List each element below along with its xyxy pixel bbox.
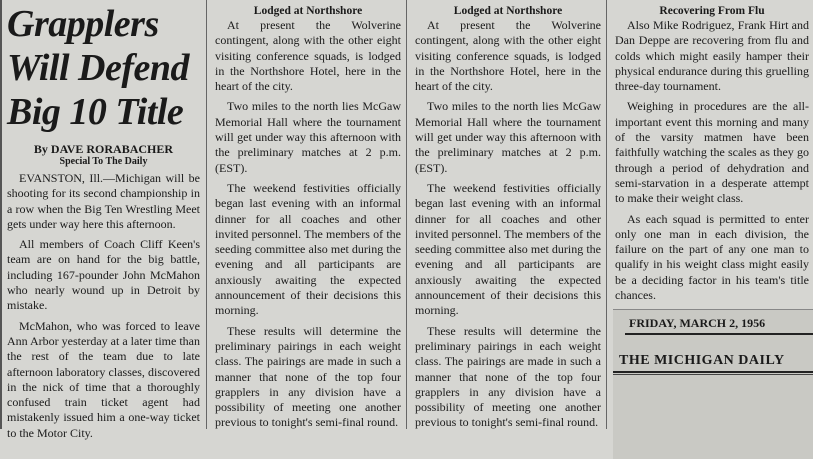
column-1 (0, 0, 206, 440)
paragraph: As each squad is permitted to enter only one man in each division, the failure on the part of any one man to qualify in his weight class might easily be a deciding factor in his team's title chances. (615, 211, 809, 303)
paragraph: Weighing in procedures are the all-important event this morning and many of the varsity matmen have been faithfully watching the scales as they go through a period of dehydration and semi-starvation in a desperate attempt to make their weight class. (615, 99, 809, 206)
issue-date: FRIDAY, MARCH 2, 1956 (629, 316, 766, 331)
headline-line: Grapplers (7, 3, 159, 45)
column-4 (606, 0, 813, 429)
paragraph: These results will determine the preliminary pairings in each weight class. The pairings are made in such a manner that none of the top four grapplers in any division have a possibility of meeting one another previous to tonight's semi-final round. (415, 323, 601, 430)
headline-line: Big 10 Title (7, 91, 184, 133)
paragraph: EVANSTON, Ill.—Michigan will be shooting for its second championship in a row when the Big Ten Wrestling Meet gets under way here this afternoon. (7, 171, 200, 231)
divider (613, 371, 813, 375)
paragraph: Two miles to the north lies McGaw Memorial Hall where the tournament will get under way this afternoon with the preliminary matches at 2 p.m. (EST). (215, 99, 401, 175)
divider (625, 333, 813, 335)
column-3 (406, 0, 606, 429)
subhead: Lodged at Northshore (253, 5, 363, 17)
masthead: THE MICHIGAN DAILY (619, 353, 785, 369)
paragraph: All members of Coach Cliff Keen's team are on hand for the big battle, including 167-pounder John McMahon who nearly wound up in Detroit by mistake. (7, 237, 200, 313)
paragraph: The weekend festivities officially began last evening with an informal dinner for all coaches and other invited personnel. The members of the seeding committee also met during the evening and all participants are anxiously awaiting the expected announcement of their decisions this morning. (215, 180, 401, 318)
paragraph: At present the Wolverine contingent, along with the other eight visiting conference squads, is lodged in the Northshore Hotel, here in the heart of the city. (415, 18, 601, 94)
paragraph: These results will determine the preliminary pairings in each weight class. The pairings are made in such a manner that none of the top four grapplers in any division have a possibility of meeting one another previous to tonight's semi-final round. (215, 323, 401, 430)
paragraph: The weekend festivities officially began last evening with an informal dinner for all coaches and other invited personnel. The members of the seeding committee also met during the evening and all participants are anxiously awaiting the expected announcement of their decisions this morning. (415, 180, 601, 318)
column-2 (206, 0, 406, 429)
paragraph: At present the Wolverine contingent, along with the other eight visiting conference squads, is lodged in the Northshore Hotel, here in the heart of the city. (215, 18, 401, 94)
footer-panel (613, 309, 813, 459)
paragraph: Also Mike Rodriguez, Frank Hirt and Dan Deppe are recovering from flu and colds which might easily hamper their physical endurance during this gruelling three-day tournament. (615, 18, 809, 94)
subhead: Lodged at Northshore (453, 5, 563, 17)
byline: By DAVE RORABACHER (33, 142, 174, 156)
headline (7, 2, 200, 134)
byline-sub: Special To The Daily (59, 156, 148, 167)
headline-line: Will Defend (7, 47, 190, 89)
paragraph: Two miles to the north lies McGaw Memorial Hall where the tournament will get under way this afternoon with the preliminary matches at 2 p.m. (EST). (415, 99, 601, 175)
paragraph: McMahon, who was forced to leave Ann Arbor yesterday at a later time than the rest of the team due to late afternoon laboratory classes, discovered in the nick of time that a thoroughly confused train ticket agent had mistakenly issued him a one-way ticket to the Motor City. (7, 318, 200, 440)
subhead: Recovering From Flu (659, 5, 765, 17)
